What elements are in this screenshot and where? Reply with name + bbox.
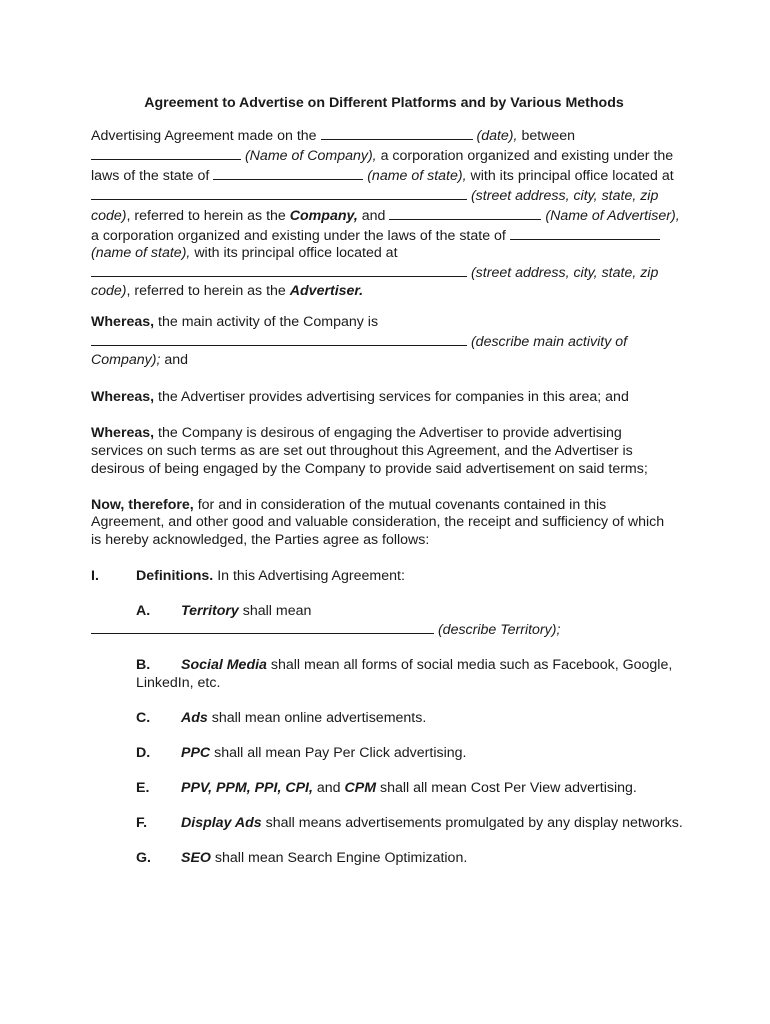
definition-term: Social Media xyxy=(181,657,267,674)
intro-text: between xyxy=(521,128,576,144)
whereas-text: the Advertiser provides advertising services for companies in this area; and xyxy=(158,388,629,405)
whereas-paragraph-1 xyxy=(91,314,691,370)
territory-blank[interactable] xyxy=(91,620,434,634)
date-hint: (date), xyxy=(476,128,518,144)
definition-term: Ads xyxy=(181,710,208,727)
company-term: Company, xyxy=(289,207,358,224)
intro-text: a corporation organized and existing under the laws of the state of xyxy=(91,227,506,244)
address-hint-2: (street address, city, state, zip code) xyxy=(91,265,659,300)
definition-term: CPM xyxy=(344,780,377,797)
state-hint-1: (name of state), xyxy=(367,167,467,184)
advertiser-name-blank[interactable] xyxy=(389,206,541,220)
definition-term: PPC xyxy=(181,745,211,762)
definition-letter: D. xyxy=(136,745,151,762)
definitions-list xyxy=(91,602,691,867)
definition-ads xyxy=(136,709,691,727)
section-definitions xyxy=(91,567,691,585)
definition-letter: F. xyxy=(136,815,148,832)
definition-text: shall mean Search Engine Optimization. xyxy=(214,850,468,867)
state-blank-2[interactable] xyxy=(510,226,660,240)
definition-text: shall mean online advertisements. xyxy=(211,710,427,727)
definition-display-ads xyxy=(136,814,691,832)
address-blank-2[interactable] xyxy=(91,263,467,277)
intro-text: , referred to herein as the xyxy=(126,207,286,224)
whereas-paragraph-3 xyxy=(91,425,651,479)
definition-term: Territory xyxy=(181,603,239,620)
whereas-lead: Whereas, xyxy=(91,314,155,331)
main-activity-blank[interactable] xyxy=(91,332,467,346)
document-title: Agreement to Advertise on Different Platforms and by Various Methods xyxy=(144,95,624,111)
address-blank-1[interactable] xyxy=(91,186,467,200)
definition-term: Display Ads xyxy=(181,815,262,832)
now-therefore-text: for and in consideration of the mutual covenants contained in this Agreement, and other good and valuable consideration, the receipt and sufficiency of which is hereby acknowledged, the Parties agree as follows: xyxy=(91,496,665,549)
whereas-paragraph-2 xyxy=(91,389,691,407)
whereas-text: and xyxy=(164,351,189,368)
definition-letter: G. xyxy=(136,850,151,867)
territory-hint: (describe Territory); xyxy=(437,622,561,639)
date-blank[interactable] xyxy=(321,126,473,140)
state-blank-1[interactable] xyxy=(213,166,363,180)
main-activity-hint: (describe main activity of Company); xyxy=(91,334,628,368)
whereas-lead: Whereas, xyxy=(91,388,155,405)
definition-social-media xyxy=(136,656,691,692)
definition-text: shall mean all forms of social media such as Facebook, Google, LinkedIn, etc. xyxy=(136,657,673,692)
definition-text: shall means advertisements promulgated by any display networks. xyxy=(265,815,683,832)
definition-text: and xyxy=(316,780,341,797)
advertiser-term: Advertiser. xyxy=(289,283,364,300)
definition-letter: B. xyxy=(136,657,151,674)
definition-term: SEO xyxy=(181,850,211,867)
definition-text: shall all mean Cost Per View advertising. xyxy=(380,780,637,797)
definition-ppc xyxy=(136,744,691,762)
section-text: In this Advertising Agreement: xyxy=(217,568,405,585)
definition-territory xyxy=(136,602,691,639)
company-name-hint: (Name of Company), xyxy=(244,147,377,164)
whereas-lead: Whereas, xyxy=(91,424,155,441)
definition-letter: E. xyxy=(136,780,150,797)
definition-letter: A. xyxy=(136,603,151,620)
definition-term: PPV, PPM, PPI, CPI, xyxy=(181,780,313,797)
definition-letter: C. xyxy=(136,710,151,727)
now-therefore-lead: Now, therefore, xyxy=(91,496,194,513)
intro-text: , referred to herein as the xyxy=(126,283,286,300)
definition-seo xyxy=(136,849,691,867)
address-hint-1: (street address, city, state, zip code) xyxy=(91,187,659,224)
section-number: I. xyxy=(91,568,99,585)
whereas-text: the main activity of the Company is xyxy=(158,314,379,331)
definition-text: shall mean xyxy=(242,603,312,620)
section-heading: Definitions. xyxy=(136,568,214,585)
company-name-blank[interactable] xyxy=(91,146,241,160)
intro-text: and xyxy=(361,207,386,224)
intro-text: Advertising Agreement made on the xyxy=(91,128,317,144)
intro-text: a corporation organized and existing under the laws of the state of xyxy=(91,147,674,184)
intro-paragraph xyxy=(91,126,691,301)
intro-text: with its principal office located at xyxy=(470,167,674,184)
whereas-text: the Company is desirous of engaging the Advertiser to provide advertising services on such terms as are set out throughout this Agreement, and the Advertiser is desirous of being engaged by the Company to provide said advertisement on said terms; xyxy=(91,424,648,477)
document-page xyxy=(91,94,691,884)
intro-text: with its principal office located at xyxy=(194,245,398,262)
advertiser-name-hint: (Name of Advertiser), xyxy=(545,207,680,224)
state-hint-2: (name of state), xyxy=(91,245,191,262)
definition-text: shall all mean Pay Per Click advertising. xyxy=(214,745,467,762)
now-therefore-paragraph xyxy=(91,497,676,551)
definition-cost-per-view xyxy=(136,779,691,797)
